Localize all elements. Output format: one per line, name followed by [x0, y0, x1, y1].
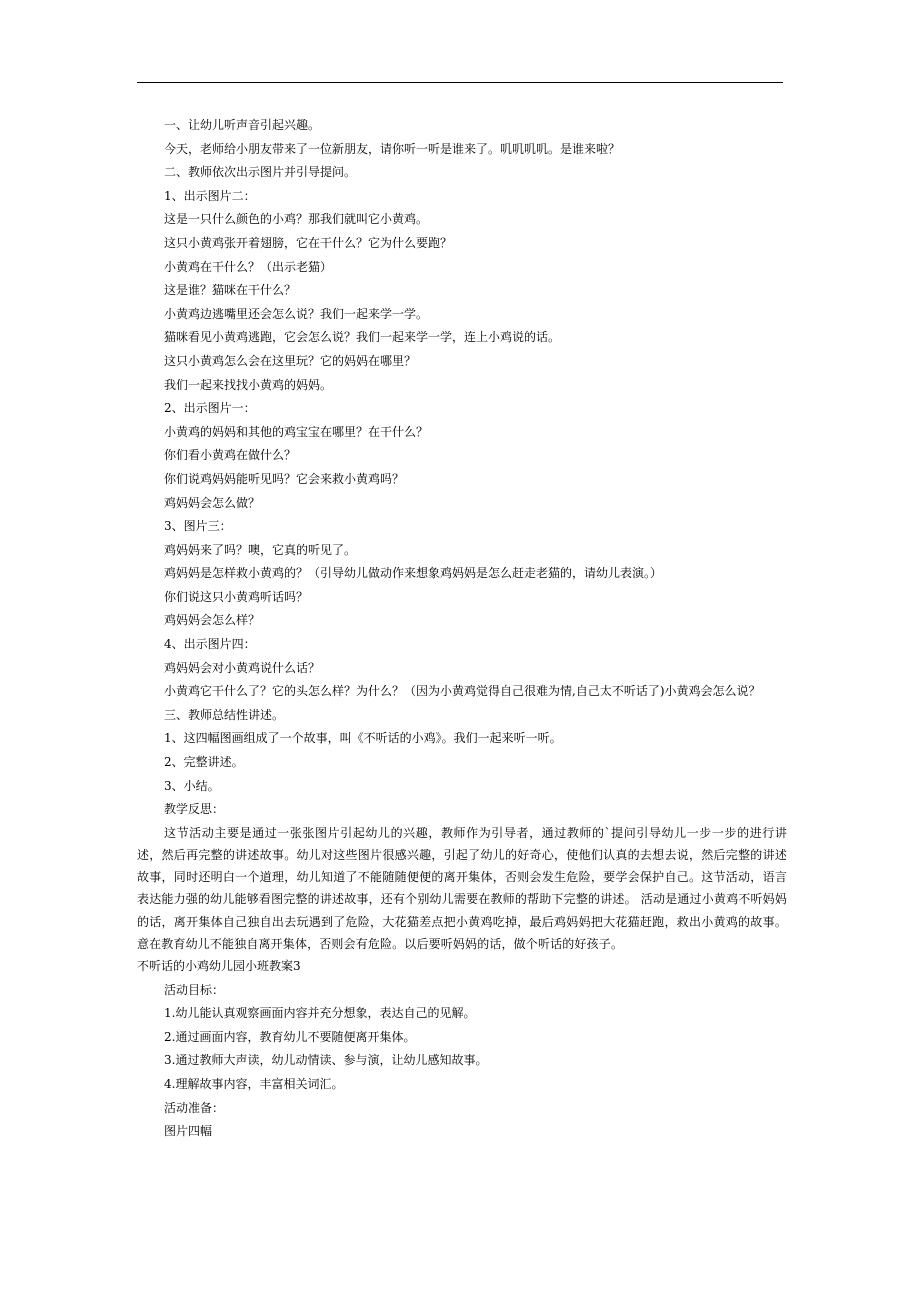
text-line: 我们一起来找找小黄鸡的妈妈。 — [164, 377, 333, 392]
text-line: 这是谁？猫咪在干什么？ — [164, 283, 297, 298]
text-line: 你们看小黄鸡在做什么？ — [164, 448, 297, 463]
text-line: 这是一只什么颜色的小鸡？那我们就叫它小黄鸡。 — [164, 212, 429, 227]
text-line: 这只小黄鸡张开着翅膀，它在干什么？它为什么要跑？ — [164, 235, 453, 250]
reflection-paragraph: 这节活动主要是通过一张张图片引起幼儿的兴趣，教师作为引导者，通过教师的`提问引导幼儿一步一步的进行讲述，然后再完整的讲述故事。幼儿对这些图片很感兴趣，引起了幼儿的好奇心，使他们认真的去想去说，然后完整的讲述故事，同时还明白一个道理，幼儿知道了不能随随便便的离开集体，否则会发生危险，要学会保护自己。这节活动，语言表达能力强的幼儿能够看图完整的讲述故事，还有个别幼儿需要在教师的帮助下完整的讲述。 活动是通过小黄鸡不听妈妈的话，离开集体自己独自出去玩遇到了危险，大花猫差点把小黄鸡吃掉，最后鸡妈妈把大花猫赶跑，救出小黄鸡的故事。意在教育幼儿不能独自离开集体，否则会有危险。以后要听妈妈的话，做个听话的好孩子。 — [137, 825, 787, 951]
text-line: 2、出示图片一： — [164, 401, 256, 416]
text-line: 3.通过教师大声读，幼儿动情读、参与演，让幼儿感知故事。 — [164, 1053, 488, 1068]
text-line: 2.通过画面内容，教育幼儿不要随便离开集体。 — [164, 1029, 416, 1044]
activity-info — [137, 979, 787, 1144]
text-line: 3、小结。 — [164, 778, 220, 793]
text-line: 三、教师总结性讲述。 — [164, 707, 285, 722]
text-line: 鸡妈妈会对小黄鸡说什么话？ — [164, 660, 321, 675]
text-line: 1、这四幅图画组成了一个故事，叫《不听话的小鸡》。我们一起来听一听。 — [164, 731, 562, 746]
text-line: 鸡妈妈是怎样救小黄鸡的？（引导幼儿做动作来想象鸡妈妈是怎么赶走老猫的，请幼儿表演。） — [164, 566, 663, 581]
text-line: 一、让幼儿听声音引起兴趣。 — [164, 118, 321, 132]
text-line: 鸡妈妈会怎么做？ — [164, 495, 261, 510]
text-line: 教学反思： — [164, 802, 225, 817]
text-line: 小黄鸡它干什么了？它的头怎么样？为什么？（因为小黄鸡觉得自己很难为情,自己太不听话了)小黄鸡会怎么说？ — [164, 684, 761, 699]
text-line: 图片四幅 — [164, 1124, 213, 1139]
text-line: 1.幼儿能认真观察画面内容并充分想象，表达自己的见解。 — [164, 1006, 476, 1021]
text-line: 3、图片三： — [164, 519, 232, 534]
text-line: 你们说这只小黄鸡听话吗？ — [164, 589, 309, 604]
text-line: 活动准备： — [164, 1100, 225, 1115]
text-line: 二、教师依次出示图片并引导提问。 — [164, 165, 357, 180]
lesson-steps — [137, 114, 787, 822]
document-body — [137, 114, 787, 1144]
text-line: 鸡妈妈会怎么样？ — [164, 613, 261, 628]
text-line: 小黄鸡边逃嘴里还会怎么说？我们一起来学一学。 — [164, 306, 429, 321]
section-title: 不听话的小鸡幼儿园小班教案3 — [137, 959, 301, 974]
text-line: 2、完整讲述。 — [164, 755, 244, 770]
text-line: 这只小黄鸡怎么会在这里玩？它的妈妈在哪里？ — [164, 353, 417, 368]
text-line: 4.理解故事内容，丰富相关词汇。 — [164, 1077, 344, 1091]
text-line: 猫咪看见小黄鸡逃跑，它会怎么说？我们一起来学一学，连上小鸡说的话。 — [164, 330, 561, 345]
text-line: 1、出示图片二： — [164, 188, 256, 203]
text-line: 小黄鸡在干什么？（出示老猫） — [164, 259, 333, 274]
text-line: 鸡妈妈来了吗？噢，它真的听见了。 — [164, 542, 357, 557]
header-rule — [137, 82, 783, 83]
text-line: 你们说鸡妈妈能听见吗？它会来救小黄鸡吗？ — [164, 471, 405, 486]
text-line: 今天，老师给小朋友带来了一位新朋友，请你听一听是谁来了。叽叽叽叽。是谁来啦？ — [164, 141, 621, 156]
text-line: 小黄鸡的妈妈和其他的鸡宝宝在哪里？在干什么？ — [164, 424, 429, 439]
text-line: 4、出示图片四： — [164, 637, 256, 652]
text-line: 活动目标： — [164, 982, 225, 997]
